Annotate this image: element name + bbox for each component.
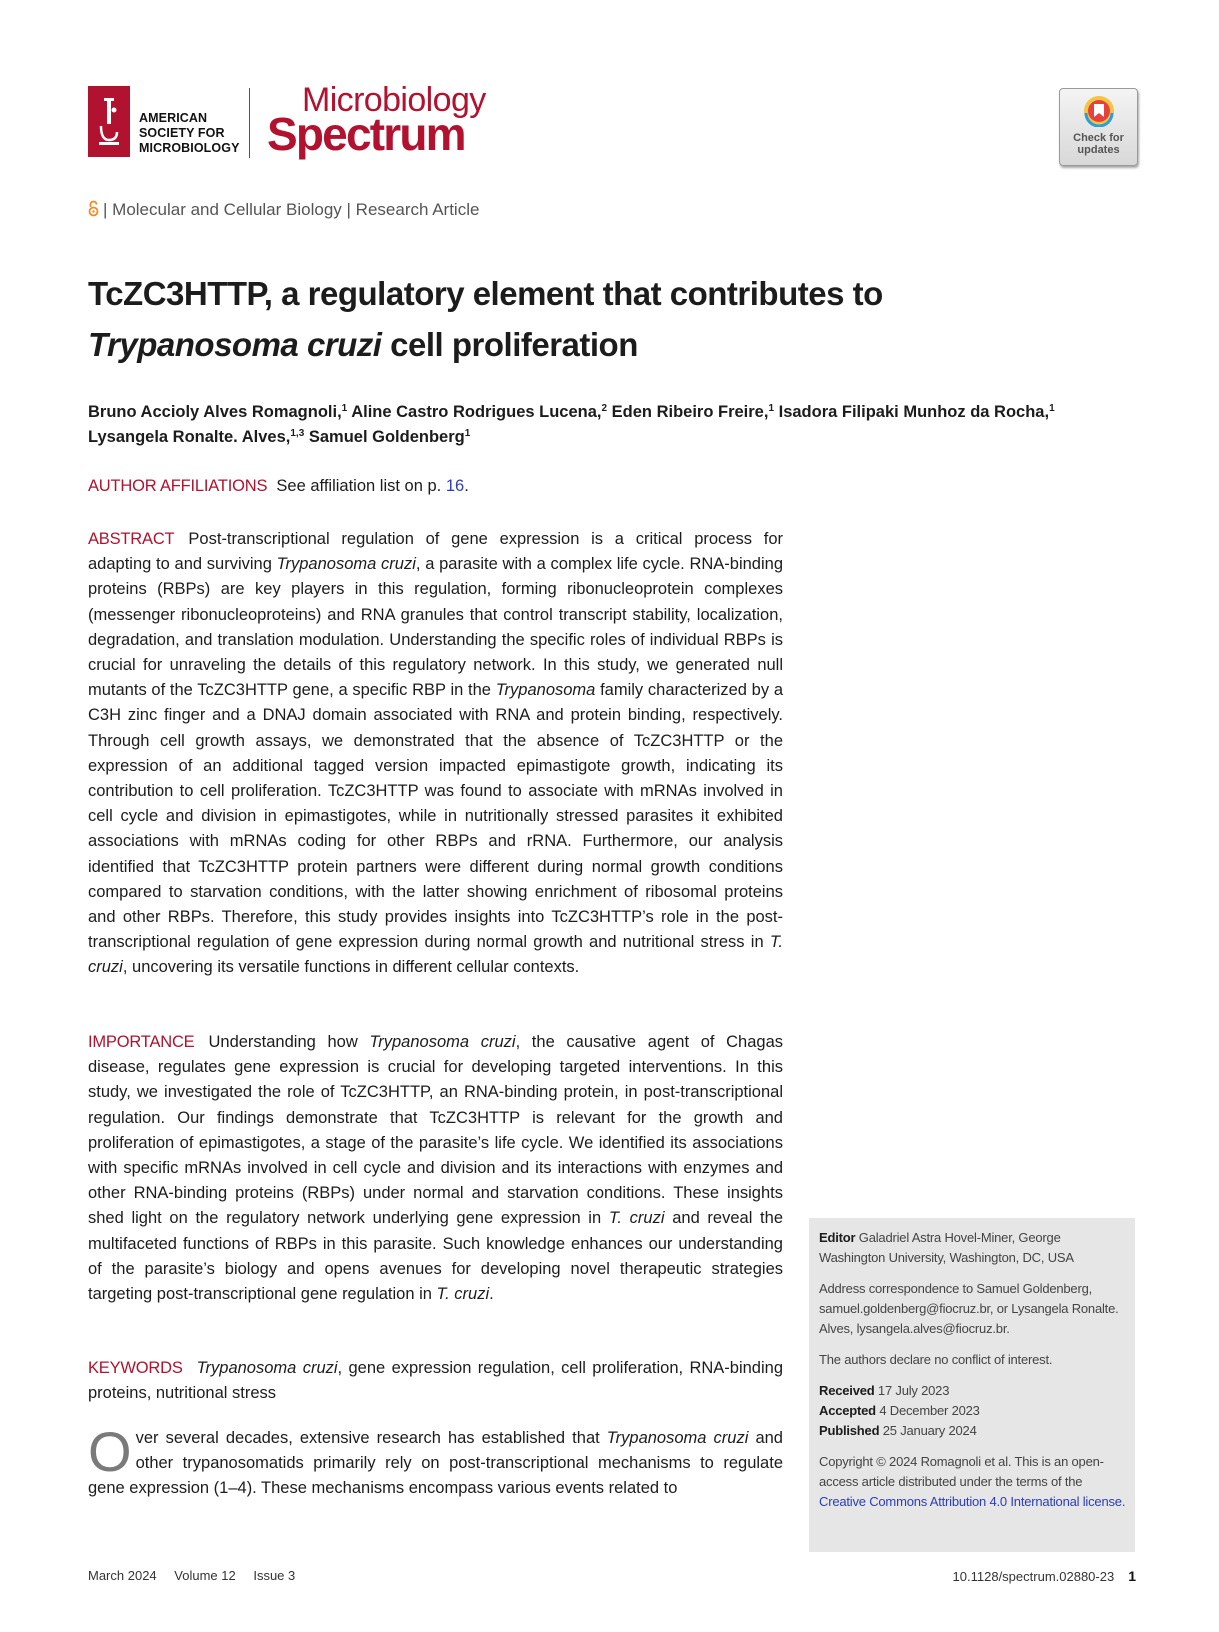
crossmark-icon [1083,95,1115,127]
page-number: 1 [1128,1568,1136,1584]
introduction-paragraph: Over several decades, extensive research has established that Trypanosoma cruzi and other trypanosomatids primarily rely on post-transcriptional mechanisms to regulate gene expression (1–4). These mechanisms encompass various events related to [88,1420,783,1498]
breadcrumb-separator: | [103,200,108,219]
asm-logo [88,86,130,157]
breadcrumb [88,200,479,220]
title-line1: TcZC3HTTP, a regulatory element that contributes to [88,275,883,312]
keywords: KEYWORDS Trypanosoma cruzi, gene expression regulation, cell proliferation, RNA-binding proteins, nutritional stress [88,1359,784,1403]
published-date: 25 January 2024 [882,1423,977,1438]
affiliations-page-link[interactable]: 16 [445,477,465,495]
article-info-sidebar [809,1218,1135,1552]
abstract-label: ABSTRACT [88,530,175,548]
importance-label: IMPORTANCE [88,1033,195,1051]
title-line2: cell proliferation [381,326,638,363]
accepted-date: 4 December 2023 [879,1403,980,1418]
author-list [88,400,1138,450]
article-dates: Received 17 July 2023 Accepted 4 December 2023 Published 25 January 2024 [819,1383,980,1438]
logo-divider [249,88,250,158]
title-species: Trypanosoma cruzi [88,326,382,363]
doi-footer [953,1568,1136,1584]
article-title [88,268,1138,370]
editor-info: Editor Galadriel Astra Hovel-Miner, George Washington University, Washington, DC, USA [819,1230,1074,1265]
author-name[interactable]: Eden Ribeiro Freire,$^1$ [611,403,775,421]
drop-cap: O [88,1420,132,1483]
breadcrumb-separator: | [346,200,351,219]
flask-logo-icon [97,96,121,146]
author-name[interactable]: Aline Castro Rodrigues Lucena,$^2$ [351,403,608,421]
society-name [139,111,240,156]
affiliations-label: AUTHOR AFFILIATIONS [88,477,268,495]
author-name[interactable]: Bruno Accioly Alves Romagnoli,$^1$ [88,403,348,421]
check-for-updates-label: Check for updates [1073,132,1124,156]
affiliations-text: See affiliation list on p. [276,477,442,495]
author-name[interactable]: Samuel Goldenberg$^1$ [308,428,471,446]
issue-volume: Volume 12 [174,1568,236,1583]
copyright: Copyright © 2024 Romagnoli et al. This is an open-access article distributed under the terms of the Creative Commons Attribution 4.0 International license. [819,1454,1126,1509]
journal-name-line1: Microbiology [302,81,486,119]
breadcrumb-article-type: Research Article [355,200,480,219]
doi[interactable]: 10.1128/spectrum.02880-23 [952,1569,1115,1584]
author-name[interactable]: Isadora Filipaki Munhoz da Rocha,$^1$ [778,403,1055,421]
keywords-label: KEYWORDS [88,1359,183,1377]
issue-date: March 2024 [88,1568,157,1583]
author-affiliations: AUTHOR AFFILIATIONS See affiliation list on p. 16. [88,477,469,495]
society-line: MICROBIOLOGY [139,141,240,155]
correspondence: Address correspondence to Samuel Goldenberg, samuel.goldenberg@fiocruz.br, or Lysangela Ronalte. Alves, lysangela.alves@fiocruz.br. [819,1281,1119,1336]
importance: IMPORTANCE Understanding how Trypanosoma cruzi, the causative agent of Chagas disease, regulates gene expression is crucial for developing targeted interventions. In this study, we investigated the role of TcZC3HTTP, an RNA-binding protein, in post-transcriptional regulation. Our findings demonstrate that TcZC3HTTP is relevant for the growth and proliferation of epimastigotes, a stage of the parasite’s life cycle. We identified its associations with specific mRNAs involved in cell cycle and division and its interactions with enzymes and other RNA-binding proteins (RBPs) under normal and starvation conditions. These insights shed light on the regulatory network underlying gene expression in T. cruzi and reveal the multifaceted functions of RBPs in this parasite. Such knowledge enhances our understanding of the parasite’s biology and opens avenues for developing novel therapeutic strategies targeting post-transcriptional gene regulation in T. cruzi. [88,1033,784,1304]
abstract: ABSTRACT Post-transcriptional regulation of gene expression is a critical process for adapting to and surviving Trypanosoma cruzi, a parasite with a complex life cycle. RNA-binding proteins (RBPs) are key players in this regulation, forming ribonucleoprotein complexes (messenger ribonucleoproteins) and RNA granules that control transcript stability, localization, degradation, and translation modulation. Understanding the specific roles of individual RBPs is crucial for unraveling the details of this regulatory network. In this study, we generated null mutants of the TcZC3HTTP gene, a specific RBP in the Trypanosoma family characterized by a C3H zinc finger and a DNAJ domain associated with RNA and protein binding, respectively. Through cell growth assays, we demonstrated that the absence of TcZC3HTTP or the expression of an additional tagged version impacted epimastigote growth, indicating its contribution to cell proliferation. TcZC3HTTP was found to associate with mRNAs involved in cell cycle and division in epimastigotes, while in nutritionally stressed parasites it exhibited associations with mRNAs coding for other RBPs and rRNA. Furthermore, our analysis identified that TcZC3HTTP protein partners were different during normal growth conditions compared to starvation conditions, with the latter showing enrichment of ribosomal proteins and other RBPs. Therefore, this study provides insights into TcZC3HTTP’s role in the post-transcriptional regulation of gene expression during normal growth and nutritional stress in T. cruzi, uncovering its versatile functions in different cellular contexts. [88,530,784,977]
conflict-statement: The authors declare no conflict of interest. [819,1352,1053,1367]
issue-info [88,1568,309,1583]
check-for-updates-button[interactable] [1059,88,1138,166]
society-line: AMERICAN [139,111,208,125]
breadcrumb-section[interactable]: Molecular and Cellular Biology [112,200,342,219]
journal-name-line2: Spectrum [267,108,465,160]
issue-number: Issue 3 [253,1568,296,1583]
received-date: 17 July 2023 [877,1383,950,1398]
author-name[interactable]: Lysangela Ronalte. Alves,$^{1,3}$ [88,428,305,446]
society-line: SOCIETY FOR [139,126,225,140]
open-access-icon [88,200,99,217]
license-link[interactable]: Creative Commons Attribution 4.0 International license [819,1494,1122,1509]
